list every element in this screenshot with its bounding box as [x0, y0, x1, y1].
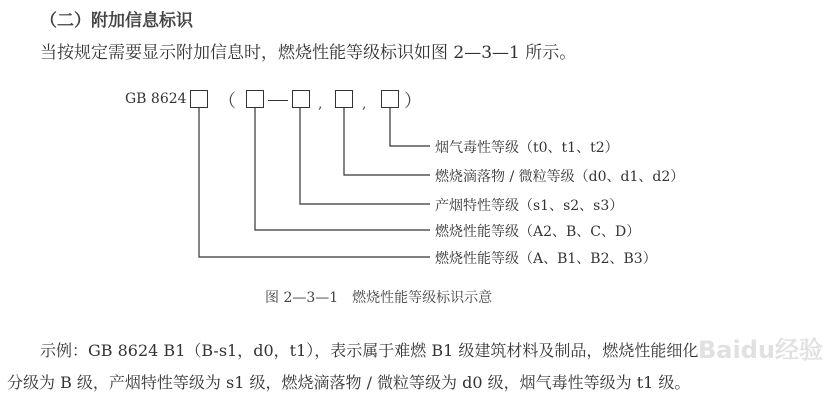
label-toxicity: 烟气毒性等级（t0、t1、t2）: [435, 140, 619, 156]
label-smoke: 产烟特性等级（s1、s2、s3）: [435, 198, 624, 214]
open-paren: （: [218, 91, 236, 112]
standard-code: GB 8624: [125, 91, 187, 107]
watermark-logo: Baidu经验: [698, 336, 823, 364]
comma-separator: ,: [362, 96, 367, 112]
example-line-2: 分级为 B 级，产烟特性等级为 s1 级，燃烧滴落物 / 微粒等级为 d0 级，烟气毒性等级为 t1 级。: [7, 373, 691, 392]
example-line-1: 示例：GB 8624 B1（B-s1，d0，t1），表示属于难燃 B1 级建筑材料及制品，燃烧性能细化: [40, 341, 699, 360]
label-grade: 燃烧性能等级（A、B1、B2、B3）: [435, 251, 657, 267]
label-dripping: 燃烧滴落物 / 微粒等级（d0、d1、d2）: [435, 169, 685, 185]
comma-separator: ,: [318, 96, 323, 112]
intro-paragraph: 当按规定需要显示附加信息时，燃烧性能等级标识如图 2—3—1 所示。: [40, 43, 577, 63]
figure-caption: 图 2—3—1 燃烧性能等级标识示意: [265, 290, 493, 306]
label-subgrade: 燃烧性能等级（A2、B、C、D）: [435, 224, 641, 240]
close-paren: ）: [404, 91, 422, 112]
section-heading: （二）附加信息标识: [40, 11, 193, 31]
